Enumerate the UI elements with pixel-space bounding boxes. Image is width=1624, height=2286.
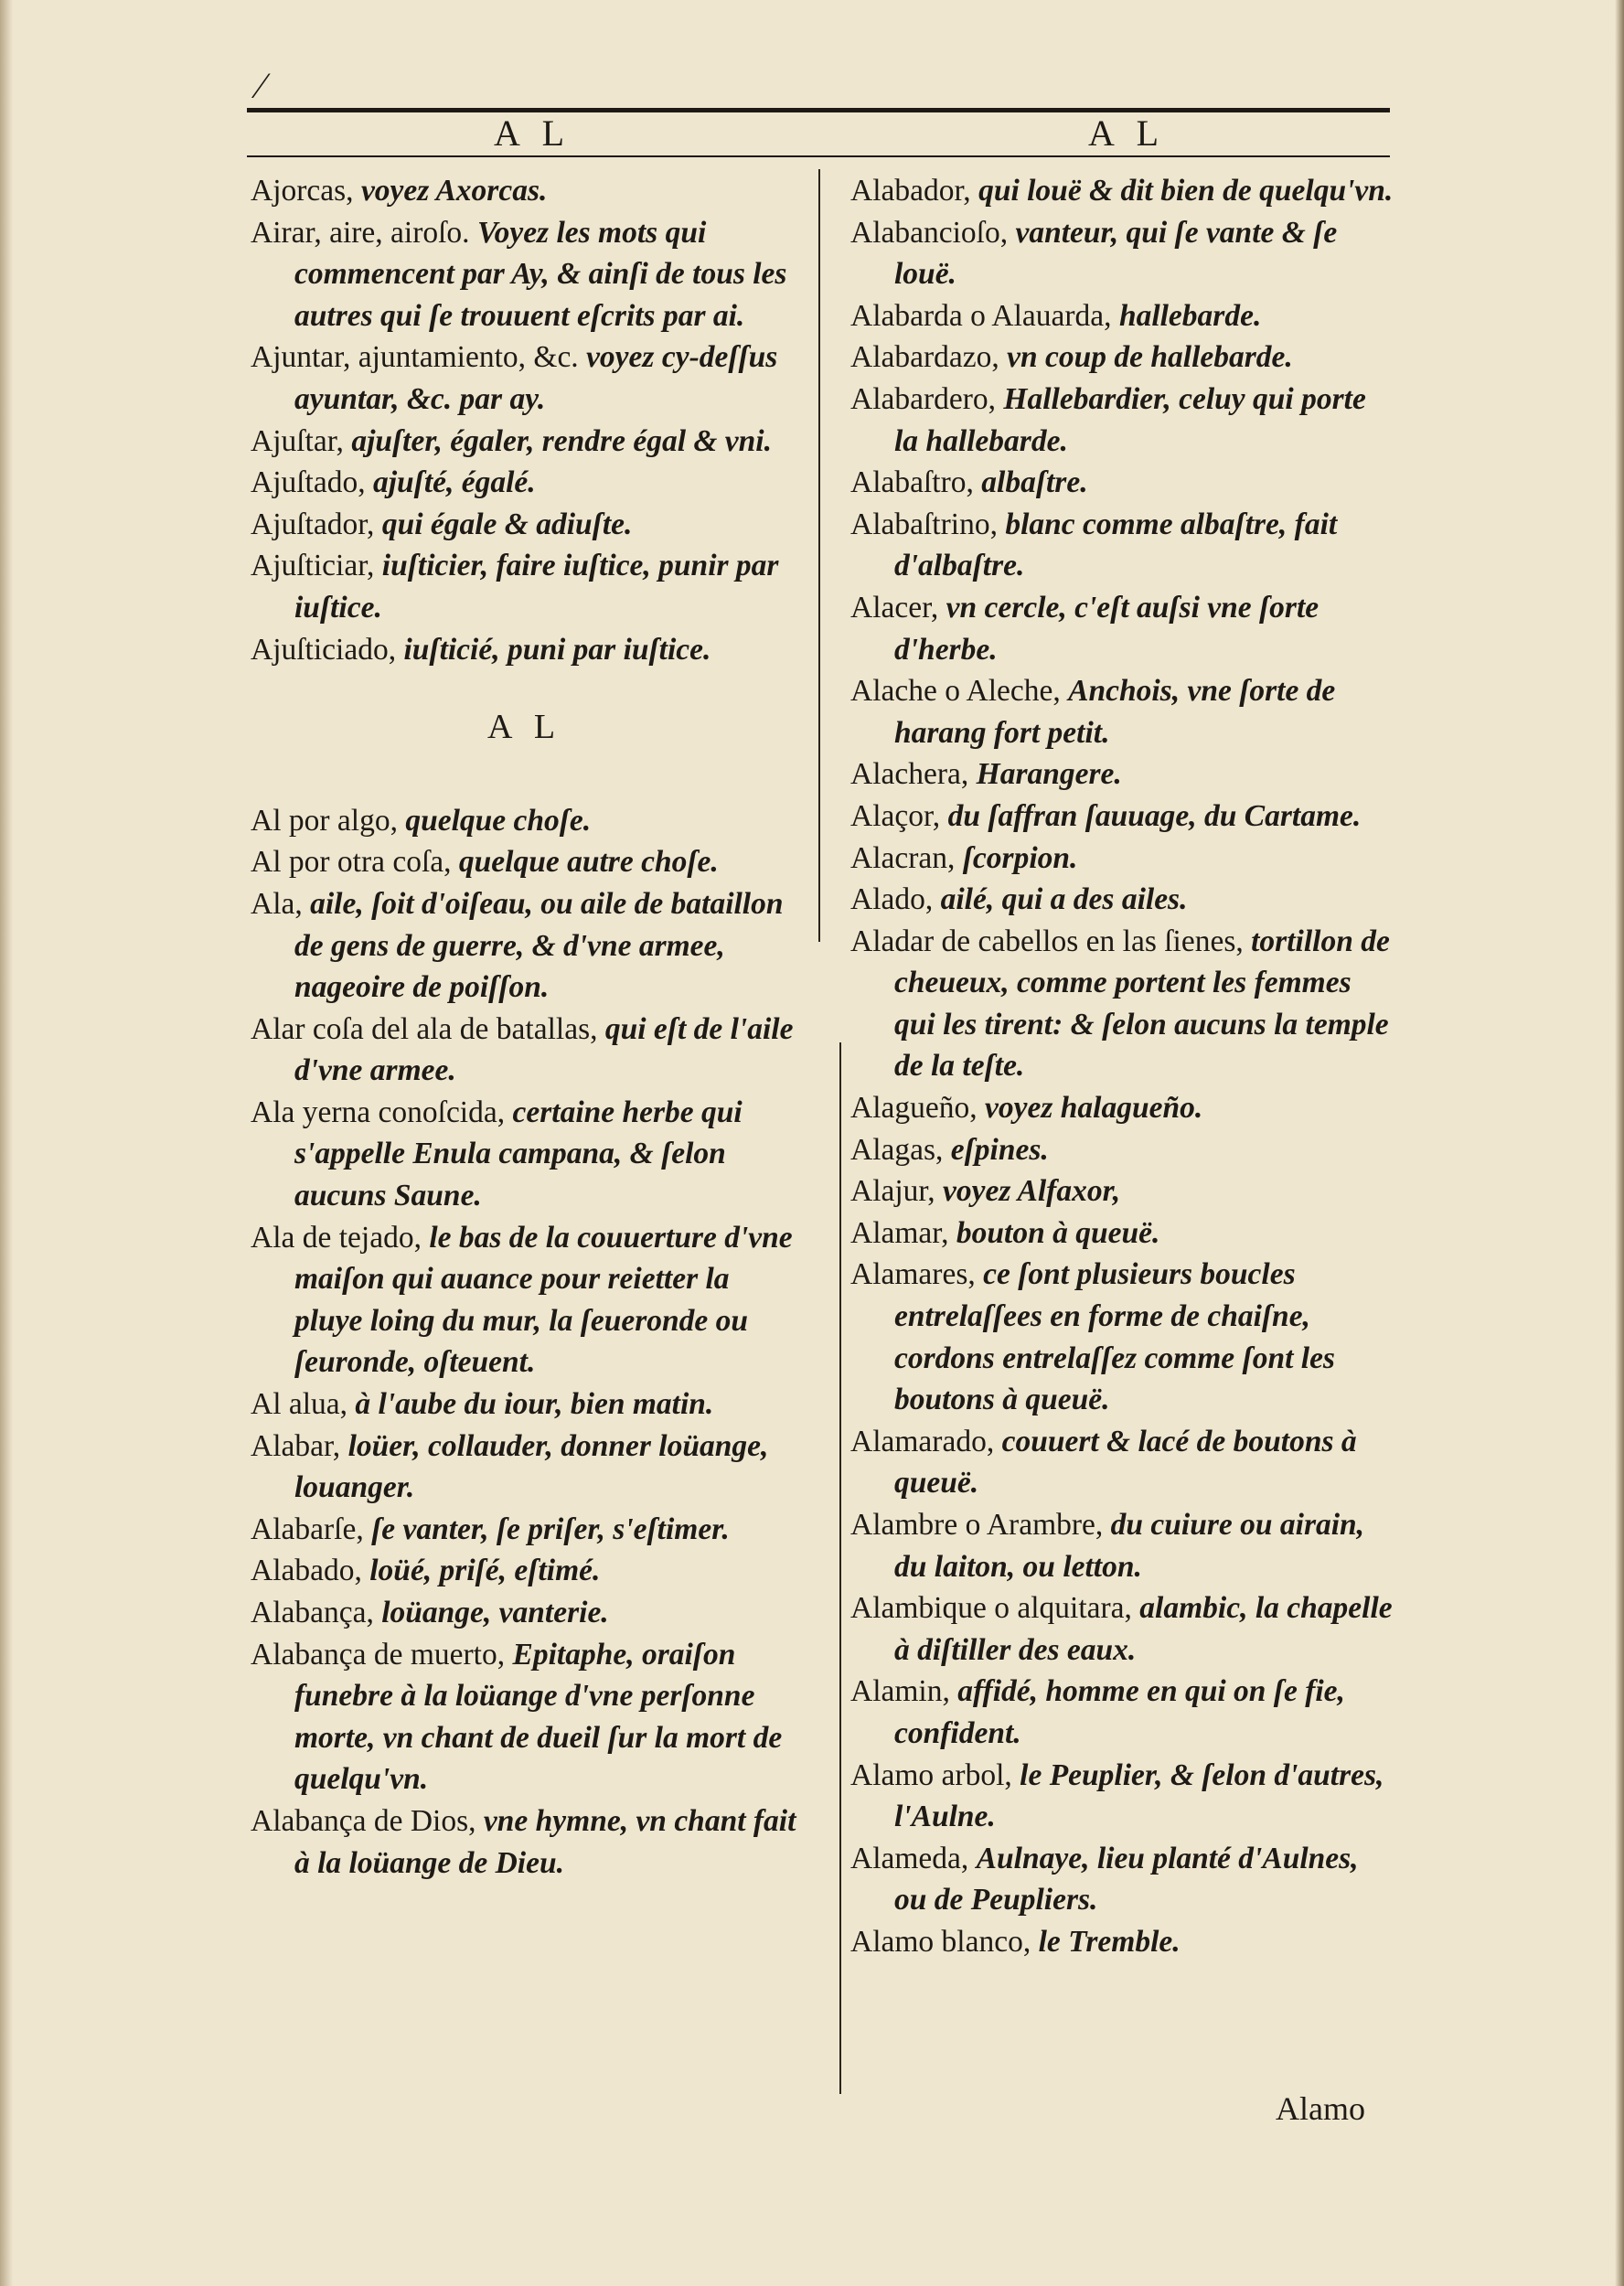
dictionary-entry bbox=[850, 1421, 1394, 1504]
entry-definition: bouton à queuë. bbox=[956, 1215, 1160, 1250]
right-column bbox=[850, 170, 1394, 1963]
right-entries bbox=[850, 170, 1394, 1963]
entry-definition: voyez Axorcas. bbox=[360, 174, 548, 208]
section-heading: A L bbox=[486, 708, 563, 747]
entry-definition: hallebarde. bbox=[1118, 298, 1262, 333]
entry-definition: voyez Alfaxor, bbox=[943, 1174, 1121, 1209]
entry-definition: couuert & lacé de boutons à queuë. bbox=[894, 1424, 1357, 1501]
entry-headword: Ajuſtador, bbox=[251, 507, 382, 541]
dictionary-entry bbox=[251, 462, 799, 504]
column-divider bbox=[818, 169, 820, 942]
left-entries-bottom bbox=[251, 800, 799, 1884]
entry-definition: eſpines. bbox=[950, 1132, 1049, 1167]
dictionary-entry bbox=[850, 1921, 1394, 1963]
entry-definition: albaſtre. bbox=[981, 465, 1088, 500]
dictionary-entry bbox=[251, 504, 799, 546]
dictionary-entry bbox=[251, 170, 799, 212]
dictionary-entry bbox=[850, 1671, 1394, 1754]
entry-definition: loüé, priſé, eſtimé. bbox=[369, 1554, 601, 1588]
dictionary-entry bbox=[850, 1254, 1394, 1420]
entry-headword: Al por otra coſa, bbox=[251, 845, 459, 880]
dictionary-entry bbox=[850, 1755, 1394, 1838]
dictionary-entry bbox=[850, 1504, 1394, 1587]
dictionary-entry bbox=[850, 879, 1394, 921]
entry-definition: à l'aube du iour, bien matin. bbox=[355, 1387, 714, 1422]
entry-definition: vn cercle, c'eſt auſsi vne ſorte d'herbe. bbox=[894, 590, 1320, 667]
entry-definition: qui eſt de l'aile d'vne armee. bbox=[294, 1011, 794, 1088]
entry-headword: Alagas, bbox=[850, 1132, 951, 1167]
entry-definition: voyez halagueño. bbox=[985, 1091, 1203, 1126]
dictionary-entry bbox=[251, 1800, 799, 1884]
entry-definition: aile, ſoit d'oiſeau, ou aile de bataillon de gens de guerre, & d'vne armee, nageoire de poiſſon. bbox=[294, 886, 784, 1005]
entry-headword: Alacer, bbox=[850, 590, 946, 625]
entry-definition: blanc comme albaſtre, fait d'albaſtre. bbox=[894, 507, 1338, 583]
entry-headword: Alabado, bbox=[251, 1554, 370, 1588]
entry-definition: ajuſter, égaler, rendre égal & vni. bbox=[351, 423, 772, 458]
entry-headword: Al por algo, bbox=[251, 803, 406, 838]
entry-definition: vn coup de hallebarde. bbox=[1007, 340, 1293, 375]
entry-headword: Alambre o Arambre, bbox=[850, 1508, 1111, 1542]
entry-definition: le bas de la couuerture d'vne maiſon qui auance pour reietter la pluye loing du mur, la ſeueronde ou ſeuronde, oſteuent. bbox=[294, 1220, 793, 1380]
entry-headword: Alamo arbol, bbox=[850, 1757, 1020, 1792]
entry-definition: du cuiure ou airain, du laiton, ou letton. bbox=[894, 1508, 1365, 1584]
entry-definition: loüer, collauder, donner loüange, louanger. bbox=[294, 1428, 769, 1505]
entry-headword: Alabardazo, bbox=[850, 340, 1008, 375]
entry-headword: Alajur, bbox=[850, 1174, 943, 1209]
entry-definition: iuſticier, faire iuſtice, punir par iuſtice. bbox=[294, 549, 779, 625]
dictionary-entry bbox=[850, 1087, 1394, 1129]
entry-headword: Alabaſtrino, bbox=[850, 507, 1006, 541]
entry-definition: quelque choſe. bbox=[405, 803, 592, 838]
dictionary-entry bbox=[251, 545, 799, 628]
entry-definition: voyez cy-deſſus ayuntar, &c. par ay. bbox=[294, 340, 778, 416]
entry-headword: Alaçor, bbox=[850, 798, 948, 833]
catchword: Alamo bbox=[1276, 2090, 1365, 2127]
dictionary-entry bbox=[850, 336, 1394, 379]
entry-definition: alambic, la chapelle à diſtiller des eaux. bbox=[894, 1591, 1393, 1667]
dictionary-entry bbox=[850, 753, 1394, 796]
dictionary-entry bbox=[251, 1426, 799, 1509]
entry-definition: ſcorpion. bbox=[962, 840, 1078, 875]
entry-headword: Alabancioſo, bbox=[850, 215, 1016, 250]
dictionary-entry bbox=[251, 1217, 799, 1383]
dictionary-entry bbox=[850, 670, 1394, 753]
entry-definition: certaine herbe qui s'appelle Enula campana, & ſelon aucuns Saune. bbox=[294, 1095, 743, 1213]
running-head-right: A L bbox=[1088, 112, 1167, 154]
entry-definition: Aulnaye, lieu planté d'Aulnes, ou de Peupliers. bbox=[894, 1841, 1359, 1917]
dictionary-entry bbox=[850, 504, 1394, 587]
entry-definition: vne hymne, vn chant fait à la loüange de Dieu. bbox=[294, 1803, 796, 1880]
entry-headword: Aladar de cabellos en las ſienes, bbox=[850, 924, 1252, 958]
dictionary-entry bbox=[251, 1092, 799, 1217]
entry-headword: Alambique o alquitara, bbox=[850, 1591, 1140, 1626]
dictionary-entry bbox=[251, 1009, 799, 1092]
head-rule bbox=[247, 155, 1390, 157]
dictionary-entry bbox=[251, 1634, 799, 1800]
entry-definition: ajuſté, égalé. bbox=[372, 465, 536, 500]
entry-headword: Ala de tejado, bbox=[251, 1220, 430, 1255]
entry-headword: Ajuſtado, bbox=[251, 465, 373, 500]
entry-headword: Ajorcas, bbox=[251, 174, 361, 208]
entry-definition: ce ſont plusieurs boucles entrelaſſees en forme de chaiſne, cordons entrelaſſez comme ſont les boutons à queuë. bbox=[894, 1257, 1335, 1417]
running-head-left: A L bbox=[494, 112, 572, 154]
column-divider bbox=[839, 1042, 841, 2094]
dictionary-entry bbox=[850, 170, 1394, 212]
dictionary-entry bbox=[850, 587, 1394, 670]
entry-headword: Alabança, bbox=[251, 1596, 382, 1629]
dictionary-entry bbox=[850, 1838, 1394, 1921]
dictionary-entry bbox=[850, 1212, 1394, 1255]
entry-headword: Ajuſticiar, bbox=[251, 549, 382, 583]
entry-headword: Alamarado, bbox=[850, 1424, 1002, 1458]
dictionary-entry bbox=[850, 1170, 1394, 1212]
dictionary-entry bbox=[850, 1129, 1394, 1171]
entry-definition: Anchois, vne ſorte de harang fort petit. bbox=[894, 674, 1336, 750]
dictionary-entry bbox=[850, 921, 1394, 1087]
entry-headword: Alado, bbox=[850, 882, 941, 917]
entry-headword: Alamares, bbox=[850, 1257, 984, 1292]
entry-headword: Alache o Aleche, bbox=[850, 674, 1069, 709]
dictionary-entry bbox=[850, 838, 1394, 880]
page-edge-left bbox=[0, 0, 13, 2286]
entry-headword: Alabador, bbox=[850, 174, 979, 208]
entry-headword: Alamin, bbox=[850, 1674, 958, 1709]
entry-definition: Hallebardier, celuy qui porte la hallebarde. bbox=[894, 381, 1366, 458]
dictionary-entry bbox=[251, 883, 799, 1009]
entry-headword: Ala yerna conoſcida, bbox=[251, 1095, 513, 1129]
dictionary-entry bbox=[251, 1550, 799, 1592]
entry-definition: quelque autre choſe. bbox=[458, 845, 719, 880]
entry-headword: Ajuſticiado, bbox=[251, 632, 404, 667]
dictionary-entry bbox=[850, 295, 1394, 337]
dictionary-entry bbox=[251, 421, 799, 463]
entry-definition: ſe vanter, ſe priſer, s'eſtimer. bbox=[371, 1512, 730, 1546]
dictionary-entry bbox=[251, 336, 799, 420]
entry-headword: Alamar, bbox=[850, 1215, 956, 1250]
entry-headword: Airar, aire, airoſo. bbox=[251, 215, 477, 250]
dictionary-entry bbox=[850, 379, 1394, 462]
dictionary-entry bbox=[251, 629, 799, 671]
dictionary-entry bbox=[850, 796, 1394, 838]
entry-headword: Ala, bbox=[251, 886, 311, 921]
entry-headword: Alabança de muerto, bbox=[251, 1637, 513, 1672]
entry-definition: qui égale & adiuſte. bbox=[381, 507, 633, 541]
entry-headword: Alacran, bbox=[850, 840, 963, 875]
entry-headword: Al alua, bbox=[251, 1387, 356, 1422]
left-entries-top bbox=[251, 170, 799, 670]
entry-definition: Epitaphe, oraiſon funebre à la loüange d'vne perſonne morte, vn chant de dueil ſur la mort de quelqu'vn. bbox=[294, 1637, 783, 1797]
entry-headword: Alagueño, bbox=[850, 1091, 985, 1126]
entry-definition: affidé, homme en qui on ſe fie, confident. bbox=[894, 1674, 1345, 1750]
dictionary-entry bbox=[251, 1509, 799, 1551]
dictionary-entry bbox=[850, 462, 1394, 504]
entry-definition: iuſticié, puni par iuſtice. bbox=[403, 632, 711, 667]
top-rule bbox=[247, 108, 1390, 112]
entry-definition: Harangere. bbox=[976, 757, 1122, 792]
entry-definition: le Tremble. bbox=[1038, 1924, 1181, 1959]
dictionary-entry bbox=[850, 1587, 1394, 1671]
entry-headword: Alabar, bbox=[251, 1428, 348, 1463]
dictionary-entry bbox=[251, 212, 799, 337]
entry-definition: du ſaffran ſauuage, du Cartame. bbox=[947, 798, 1362, 833]
entry-headword: Alameda, bbox=[850, 1841, 977, 1875]
entry-headword: Alar coſa del ala de batallas, bbox=[251, 1011, 605, 1046]
entry-headword: Alabança de Dios, bbox=[251, 1803, 484, 1838]
entry-definition: qui louë & dit bien de quelqu'vn. bbox=[978, 174, 1394, 208]
dictionary-entry bbox=[251, 800, 799, 842]
entry-definition: loüange, vanterie. bbox=[381, 1596, 609, 1629]
page-edge-right bbox=[1615, 0, 1624, 2286]
left-column bbox=[251, 170, 799, 1884]
dictionary-entry bbox=[251, 841, 799, 883]
entry-headword: Alamo blanco, bbox=[850, 1924, 1039, 1959]
entry-definition: Voyez les mots qui commencent par Ay, & ainſi de tous les autres qui ſe trouuent eſcrits par ai. bbox=[294, 215, 787, 333]
entry-headword: Alabardero, bbox=[850, 381, 1004, 416]
entry-definition: le Peuplier, & ſelon d'autres, l'Aulne. bbox=[894, 1757, 1384, 1834]
entry-definition: vanteur, qui ſe vante & ſe louë. bbox=[894, 215, 1338, 292]
entry-definition: ailé, qui a des ailes. bbox=[940, 882, 1188, 917]
entry-headword: Alabarda o Alauarda, bbox=[850, 298, 1119, 333]
folio-mark: ⁄ bbox=[258, 65, 264, 106]
dictionary-entry bbox=[251, 1383, 799, 1426]
entry-headword: Ajuſtar, bbox=[251, 423, 352, 458]
entry-headword: Alabarſe, bbox=[251, 1512, 372, 1546]
entry-headword: Alachera, bbox=[850, 757, 977, 792]
dictionary-entry bbox=[251, 1592, 799, 1634]
entry-headword: Ajuntar, ajuntamiento, &c. bbox=[251, 340, 587, 375]
entry-definition: tortillon de cheueux, comme portent les femmes qui les tirent: & ſelon aucuns la temple de la teſte. bbox=[894, 924, 1390, 1084]
dictionary-entry bbox=[850, 212, 1394, 295]
entry-headword: Alabaſtro, bbox=[850, 465, 982, 500]
